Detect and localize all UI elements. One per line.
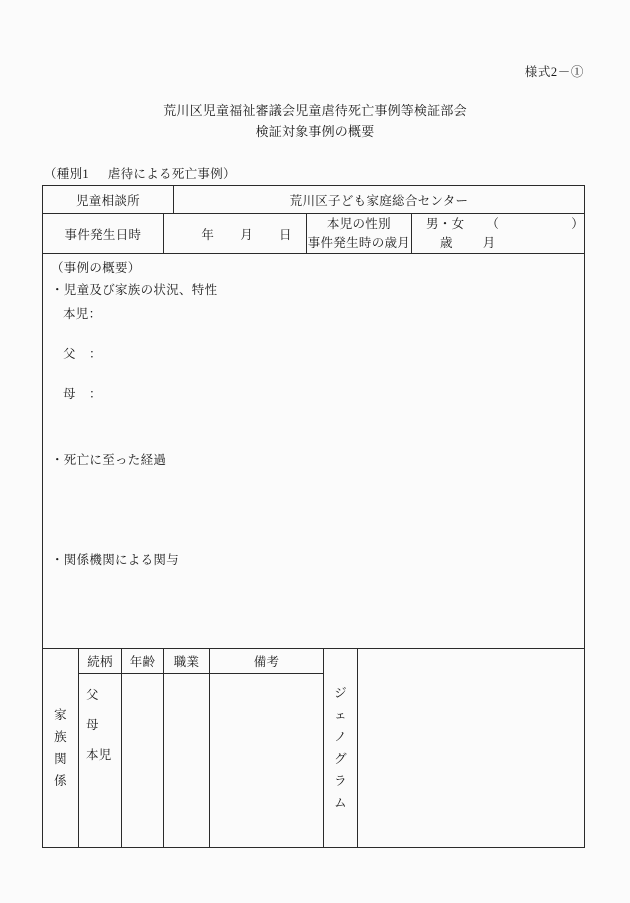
category-prefix: （種別1	[44, 167, 89, 181]
title-line-2: 検証対象事例の概要	[255, 124, 375, 139]
incident-datetime-label: 事件発生日時	[43, 214, 164, 254]
father-field-label	[63, 344, 102, 362]
relation-subject-child: 本児	[86, 748, 112, 762]
month-unit: 月	[240, 227, 253, 242]
relation-father: 父	[86, 688, 99, 702]
paren-close: ）	[571, 216, 585, 231]
page-title	[0, 100, 630, 142]
main-form-table	[42, 185, 585, 848]
family-table-header-row	[79, 649, 323, 674]
age-unit: 歳	[439, 235, 453, 250]
mother-field-label	[63, 384, 102, 402]
vertical-char: ラ	[334, 774, 347, 788]
mother-colon: ：	[89, 387, 102, 401]
case-summary-heading: （事例の概要）	[51, 261, 141, 275]
vertical-char: ノ	[334, 730, 347, 744]
vertical-text	[54, 704, 67, 792]
vertical-char: ェ	[334, 708, 347, 722]
relation-cells	[79, 674, 122, 847]
family-relations-table	[43, 649, 584, 847]
vertical-char: 族	[54, 730, 67, 744]
column-header-relation: 続柄	[79, 649, 122, 673]
title-line-1: 荒川区児童福祉審議会児童虐待死亡事例等検証部会	[163, 103, 467, 118]
remarks-input-cell[interactable]	[210, 674, 323, 847]
incident-datetime-input[interactable]	[164, 214, 307, 254]
child-guidance-center-value[interactable]: 荒川区子ども家庭総合センター	[174, 186, 584, 214]
age-units[interactable]	[412, 234, 584, 253]
occupation-input-cell[interactable]	[164, 674, 210, 847]
family-relations-vertical-label	[43, 649, 79, 847]
subject-child-field-label: 本児：	[63, 307, 102, 321]
sex-and-age-input[interactable]	[412, 214, 584, 254]
age-month-unit: 月	[482, 235, 496, 250]
table-row	[43, 214, 584, 254]
section-child-family-status: ・児童及び家族の状況、特性	[51, 283, 218, 297]
sex-options: 男・女	[425, 216, 465, 231]
vertical-char: 係	[54, 774, 67, 788]
column-header-remarks: 備考	[253, 655, 280, 669]
family-columns	[79, 649, 324, 847]
mother-label: 母	[63, 387, 76, 401]
year-unit: 年	[201, 227, 215, 242]
category-line	[44, 164, 236, 182]
sex-label: 本児の性別	[326, 216, 391, 231]
date-units	[164, 225, 306, 243]
age-at-incident-label: 事件発生時の歳月	[307, 235, 411, 250]
case-summary-block[interactable]	[43, 254, 584, 649]
vertical-char: グ	[334, 752, 347, 766]
vertical-char: ジ	[334, 686, 347, 700]
genogram-drawing-area[interactable]	[358, 649, 584, 847]
column-header-age: 年齢	[122, 649, 164, 673]
father-colon: ：	[89, 347, 102, 361]
vertical-char: 家	[54, 708, 67, 722]
vertical-char: ム	[334, 796, 347, 810]
section-course-to-death: ・死亡に至った経過	[51, 453, 167, 467]
relation-mother: 母	[86, 718, 99, 732]
vertical-text	[334, 682, 347, 814]
sex-and-age-label	[307, 214, 412, 254]
age-input-cell[interactable]	[122, 674, 164, 847]
form-number: 様式2－①	[524, 65, 584, 79]
genogram-vertical-label	[324, 649, 358, 847]
child-guidance-center-label: 児童相談所	[43, 186, 174, 214]
day-unit: 日	[279, 227, 292, 242]
column-header-occupation: 職業	[164, 649, 210, 673]
section-agency-involvement: ・関係機関による関与	[51, 553, 180, 567]
category-text: 虐待による死亡事例）	[107, 167, 236, 181]
table-row	[43, 186, 584, 214]
paren-open: （	[486, 216, 500, 231]
family-table-body-row	[79, 674, 323, 847]
father-label: 父	[63, 347, 76, 361]
sex-choice[interactable]	[412, 215, 584, 234]
vertical-char: 関	[54, 752, 67, 766]
